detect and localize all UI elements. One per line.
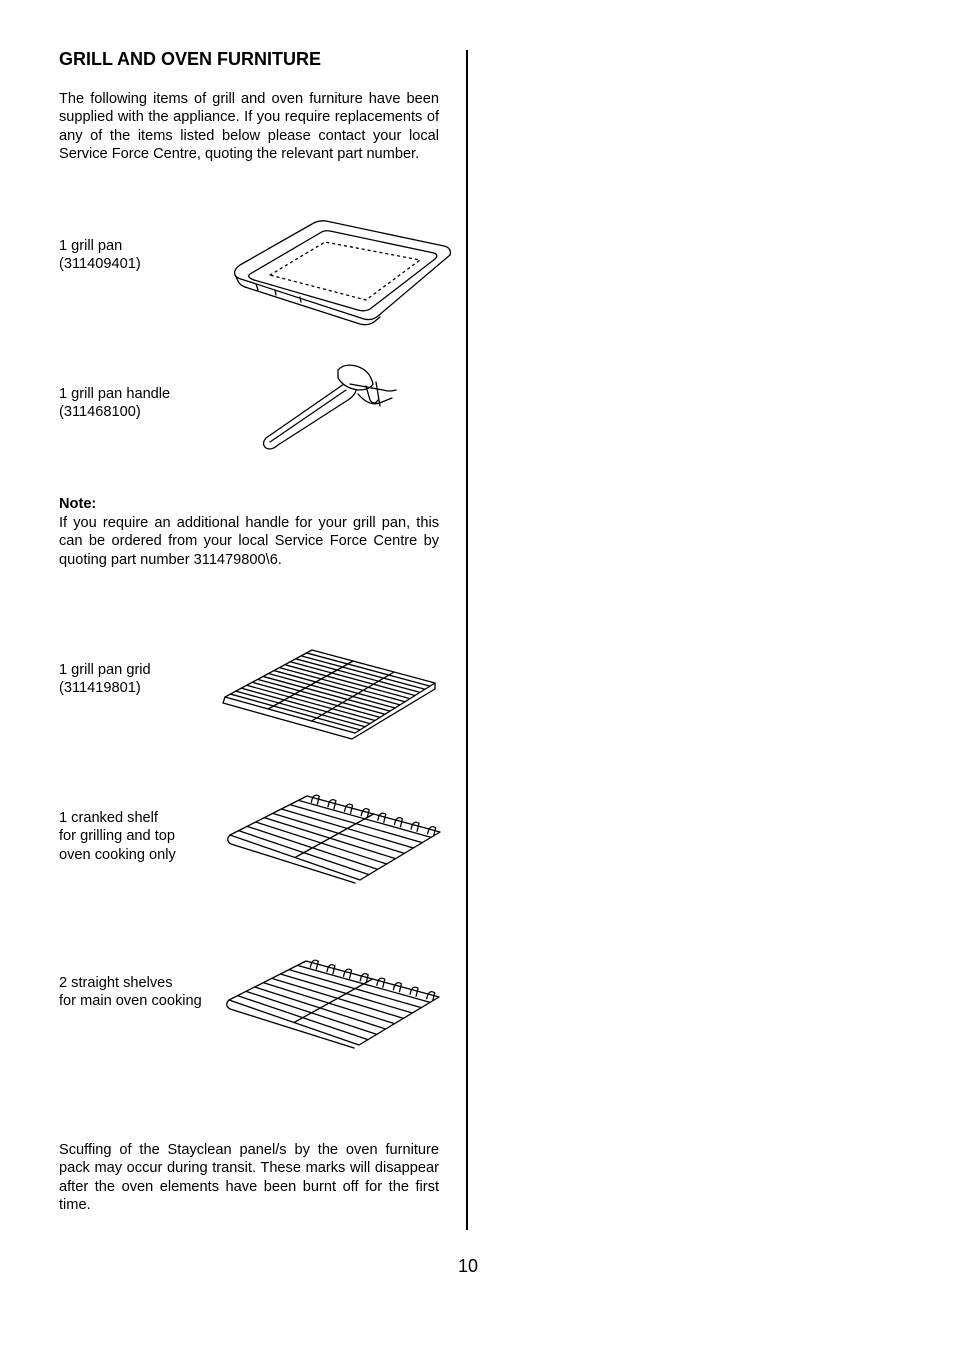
page-number: 10 — [458, 1256, 479, 1276]
intro-paragraph: The following items of grill and oven furniture have been supplied with the appliance. If you require replacements of any of the items listed below please contact your local Service Force Centre, quoting the relevant part number. — [59, 91, 439, 162]
note-heading: Note: — [59, 496, 97, 512]
column-divider — [466, 50, 468, 1230]
grill-pan-illustration — [230, 218, 455, 323]
cranked-shelf-illustration — [225, 790, 447, 887]
item-name: 1 grill pan handle — [59, 386, 171, 402]
item-grill-pan-handle-label — [59, 385, 170, 422]
item-description: oven cooking only — [59, 846, 176, 863]
item-name: 1 cranked shelf — [59, 810, 158, 826]
item-cranked-shelf-label — [59, 809, 176, 864]
item-name: 1 grill pan grid — [59, 662, 151, 678]
grill-pan-grid-illustration — [220, 645, 440, 740]
item-name: 2 straight shelves — [59, 975, 173, 991]
item-name: 1 grill pan — [59, 238, 123, 254]
item-grill-pan-grid-label — [59, 661, 151, 698]
stayclean-note-paragraph: Scuffing of the Stayclean panel/s by the oven furniture pack may occur during transit. These marks will disappear after the oven elements have been burnt off for the first time. — [59, 1142, 439, 1213]
item-part-number: (311409401) — [59, 256, 141, 273]
item-part-number: (311419801) — [59, 680, 141, 697]
item-part-number: (311468100) — [59, 404, 141, 421]
item-straight-shelves-label — [59, 974, 202, 1011]
item-description: for main oven cooking — [59, 993, 202, 1010]
grill-pan-handle-illustration — [258, 360, 408, 455]
item-grill-pan-label — [59, 237, 141, 274]
page-title: GRILL AND OVEN FURNITURE — [59, 49, 322, 69]
item-description: for grilling and top — [59, 828, 176, 845]
straight-shelves-illustration — [224, 955, 446, 1052]
note-text: If you require an additional handle for your grill pan, this can be ordered from your local Service Force Centre by quoting part number 311479800\6. — [59, 515, 439, 568]
